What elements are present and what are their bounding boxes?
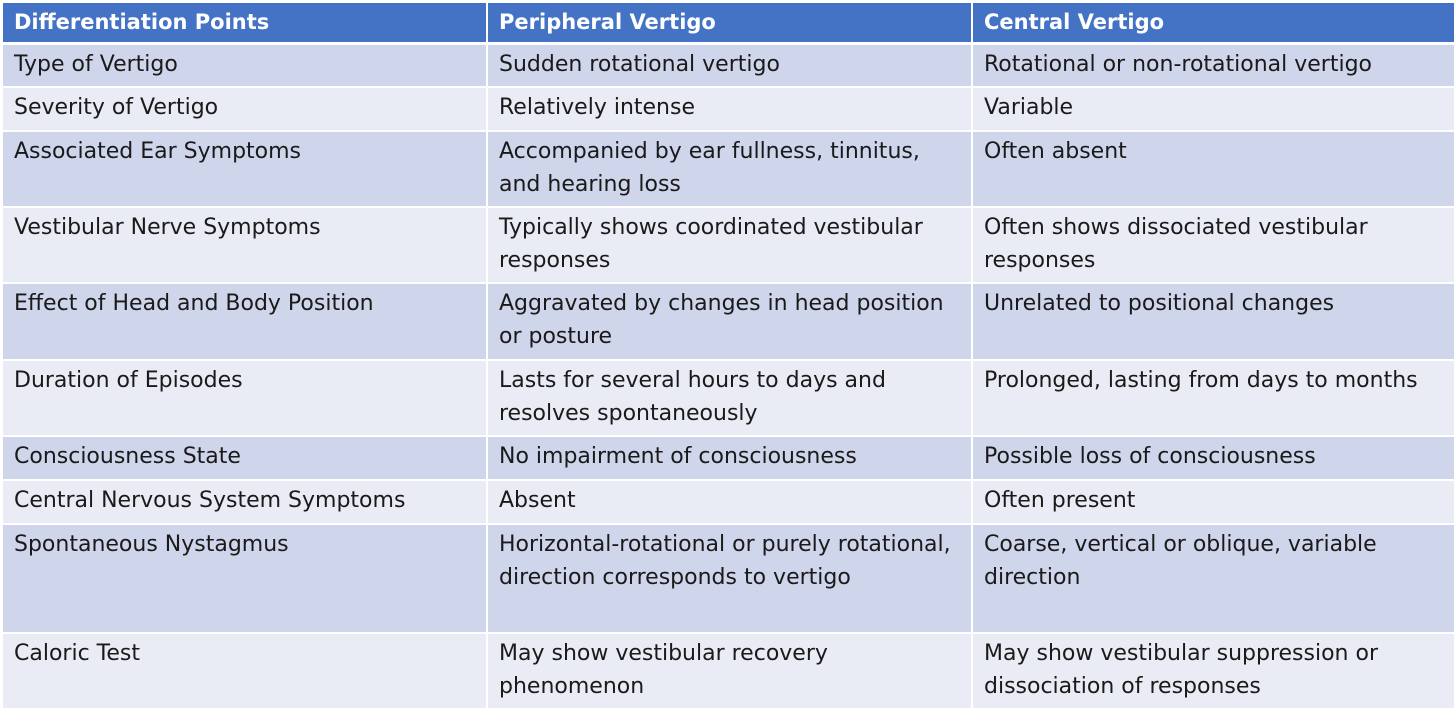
central-cell: Coarse, vertical or oblique, variable direction [972, 524, 1454, 633]
peripheral-cell: Absent [487, 480, 972, 524]
table-row [3, 43, 1454, 87]
peripheral-cell: Typically shows coordinated vestibular responses [487, 207, 972, 283]
header-differentiation-points: Differentiation Points [3, 3, 487, 43]
table-row [3, 633, 1454, 709]
header-row [3, 3, 1454, 43]
peripheral-cell: Aggravated by changes in head position or posture [487, 283, 972, 360]
table-row [3, 283, 1454, 360]
row-label: Effect of Head and Body Position [3, 283, 487, 360]
row-label: Caloric Test [3, 633, 487, 709]
peripheral-cell: Horizontal-rotational or purely rotational, direction corresponds to vertigo [487, 524, 972, 633]
header-central-vertigo: Central Vertigo [972, 3, 1454, 43]
peripheral-cell: May show vestibular recovery phenomenon [487, 633, 972, 709]
peripheral-cell: No impairment of consciousness [487, 436, 972, 480]
peripheral-cell: Sudden rotational vertigo [487, 43, 972, 87]
header-peripheral-vertigo: Peripheral Vertigo [487, 3, 972, 43]
central-cell: May show vestibular suppression or dissociation of responses [972, 633, 1454, 709]
row-label: Duration of Episodes [3, 360, 487, 436]
central-cell: Rotational or non-rotational vertigo [972, 43, 1454, 87]
vertigo-comparison-table [3, 3, 1454, 710]
table-row [3, 87, 1454, 131]
row-label: Spontaneous Nystagmus [3, 524, 487, 633]
row-label: Vestibular Nerve Symptoms [3, 207, 487, 283]
central-cell: Often shows dissociated vestibular responses [972, 207, 1454, 283]
row-label: Central Nervous System Symptoms [3, 480, 487, 524]
table-row [3, 524, 1454, 633]
table-row [3, 207, 1454, 283]
central-cell: Unrelated to positional changes [972, 283, 1454, 360]
table-row [3, 436, 1454, 480]
row-label: Type of Vertigo [3, 43, 487, 87]
central-cell: Prolonged, lasting from days to months [972, 360, 1454, 436]
row-label: Consciousness State [3, 436, 487, 480]
central-cell: Variable [972, 87, 1454, 131]
table-row [3, 480, 1454, 524]
central-cell: Often absent [972, 131, 1454, 207]
peripheral-cell: Relatively intense [487, 87, 972, 131]
row-label: Severity of Vertigo [3, 87, 487, 131]
peripheral-cell: Lasts for several hours to days and resolves spontaneously [487, 360, 972, 436]
central-cell: Often present [972, 480, 1454, 524]
table-row [3, 131, 1454, 207]
central-cell: Possible loss of consciousness [972, 436, 1454, 480]
table-row [3, 360, 1454, 436]
peripheral-cell: Accompanied by ear fullness, tinnitus, and hearing loss [487, 131, 972, 207]
row-label: Associated Ear Symptoms [3, 131, 487, 207]
